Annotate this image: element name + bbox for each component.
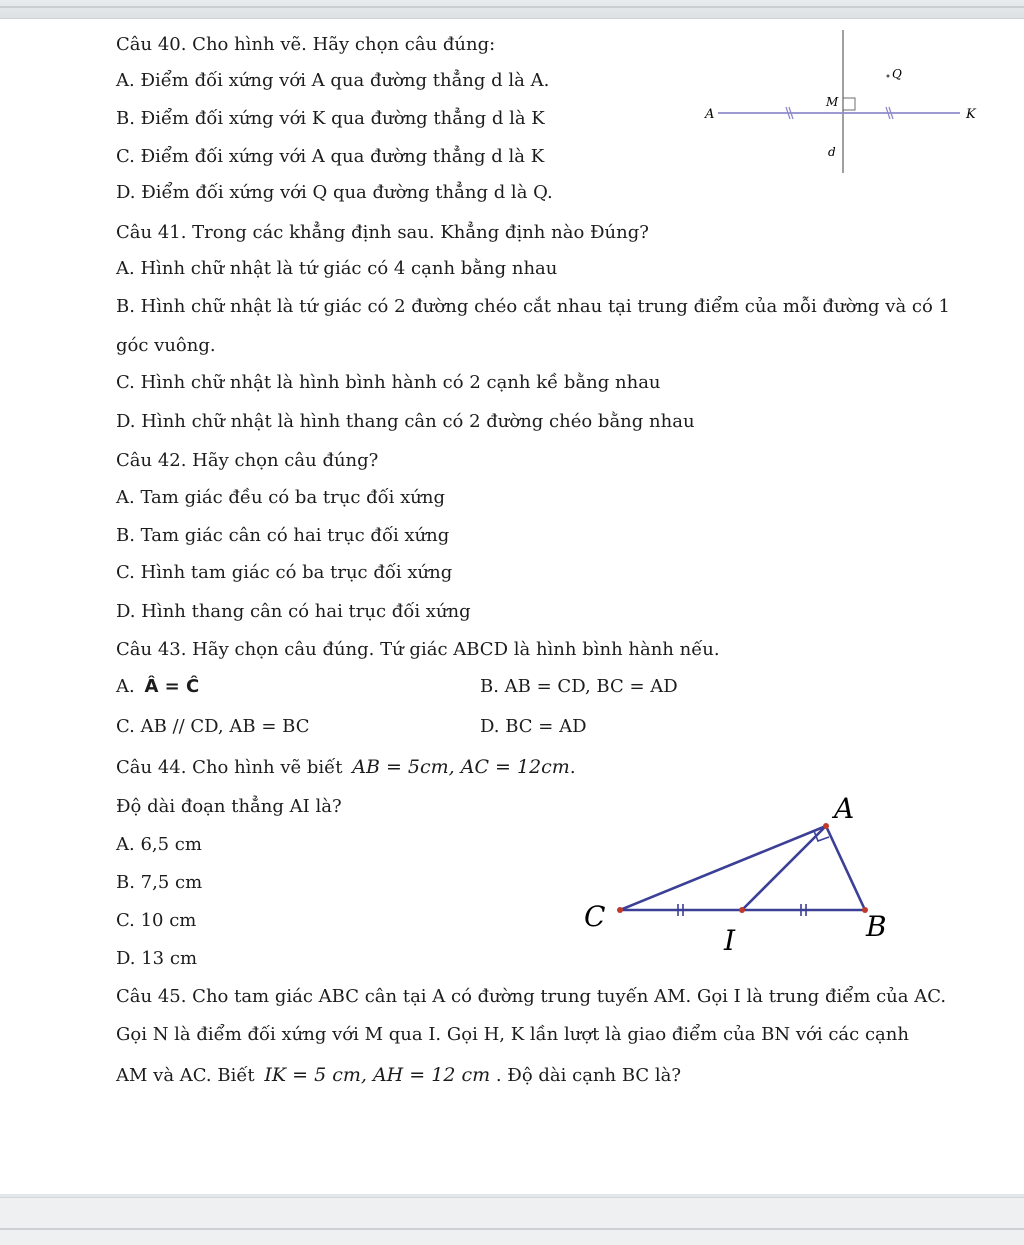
label-a: A — [705, 107, 715, 122]
q42-option-b: B. Tam giác cân có hai trục đối xứng — [116, 525, 450, 546]
q43-option-a — [116, 676, 199, 698]
q41-option-b-line1: B. Hình chữ nhật là tứ giác có 2 đường chéo cắt nhau tại trung điểm của mỗi đường và có 1 — [116, 296, 950, 317]
bottom-bar — [0, 1197, 1024, 1245]
q41-option-c: C. Hình chữ nhật là hình bình hành có 2 cạnh kề bằng nhau — [116, 372, 661, 393]
q44-option-a: A. 6,5 cm — [116, 834, 202, 855]
q43-option-c: C. AB // CD, AB = BC — [116, 716, 310, 737]
point-a — [823, 823, 829, 829]
q42-option-d: D. Hình thang cân có hai trục đối xứng — [116, 601, 471, 622]
q43-option-d: D. BC = AD — [480, 716, 587, 737]
q44-stem-end: . — [569, 757, 576, 778]
q45-line3 — [116, 1064, 681, 1087]
top-divider — [0, 6, 1024, 8]
q43-option-b: B. AB = CD, BC = AD — [480, 676, 678, 697]
point-q — [887, 75, 890, 78]
q41-option-a: A. Hình chữ nhật là tứ giác có 4 cạnh bằng nhau — [116, 258, 558, 279]
right-angle-mark — [843, 98, 855, 110]
q41-stem: Câu 41. Trong các khẳng định sau. Khẳng định nào Đúng? — [116, 222, 649, 243]
bottom-divider — [0, 1228, 1024, 1230]
q43-stem: Câu 43. Hãy chọn câu đúng. Tứ giác ABCD là hình bình hành nếu. — [116, 639, 720, 660]
q43-option-a-prefix: A. — [116, 676, 135, 697]
q41-option-d: D. Hình chữ nhật là hình thang cân có 2 đường chéo bằng nhau — [116, 411, 695, 432]
q40-option-d: D. Điểm đối xứng với Q qua đường thẳng d là Q. — [116, 182, 553, 203]
q41-option-b-line2: góc vuông. — [116, 335, 216, 356]
q45-line2: Gọi N là điểm đối xứng với M qua I. Gọi H, K lần lượt là giao điểm của BN với các cạnh — [116, 1024, 909, 1045]
q42-stem: Câu 42. Hãy chọn câu đúng? — [116, 450, 379, 471]
q42-option-a: A. Tam giác đều có ba trục đối xứng — [116, 487, 446, 508]
label-m: M — [826, 95, 839, 109]
q45-line1: Câu 45. Cho tam giác ABC cân tại A có đường trung tuyến AM. Gọi I là trung điểm của AC. — [116, 986, 947, 1007]
q40-figure — [690, 28, 990, 178]
segment-ab — [826, 826, 865, 910]
right-angle-mark — [814, 831, 829, 841]
q44-stem — [116, 756, 576, 779]
q40-option-a: A. Điểm đối xứng với A qua đường thẳng d là A. — [116, 70, 550, 91]
segment-ai — [742, 826, 826, 910]
label-i: I — [724, 924, 736, 957]
label-c: C — [584, 900, 606, 933]
q45-line3-end: . Độ dài cạnh BC là? — [495, 1065, 682, 1086]
q42-option-c: C. Hình tam giác có ba trục đối xứng — [116, 562, 453, 583]
q44-option-b: B. 7,5 cm — [116, 872, 203, 893]
label-q: Q — [892, 67, 902, 81]
q44-option-c: C. 10 cm — [116, 910, 197, 931]
label-a: A — [834, 792, 855, 825]
label-d: d — [828, 145, 836, 159]
q40-stem: Câu 40. Cho hình vẽ. Hãy chọn câu đúng: — [116, 34, 496, 55]
label-b: B — [866, 910, 887, 943]
segment-ca — [620, 826, 826, 910]
q40-option-b: B. Điểm đối xứng với K qua đường thẳng d là K — [116, 108, 545, 129]
q45-line3-start: AM và AC. Biết — [116, 1065, 255, 1086]
q44-line2: Độ dài đoạn thẳng AI là? — [116, 796, 342, 817]
q44-stem-math: AB = 5cm, AC = 12cm — [352, 756, 570, 778]
point-c — [617, 907, 623, 913]
q43-option-a-math: Â = Ĉ — [144, 676, 200, 697]
q44-figure — [578, 780, 908, 960]
q44-option-d: D. 13 cm — [116, 948, 198, 969]
q45-line3-math: IK = 5 cm, AH = 12 cm — [264, 1064, 491, 1086]
top-toolbar — [0, 0, 1024, 19]
q40-option-c: C. Điểm đối xứng với A qua đường thẳng d là K — [116, 146, 545, 167]
label-k: K — [966, 107, 976, 122]
q44-stem-text: Câu 44. Cho hình vẽ biết — [116, 757, 343, 778]
point-i — [739, 907, 745, 913]
